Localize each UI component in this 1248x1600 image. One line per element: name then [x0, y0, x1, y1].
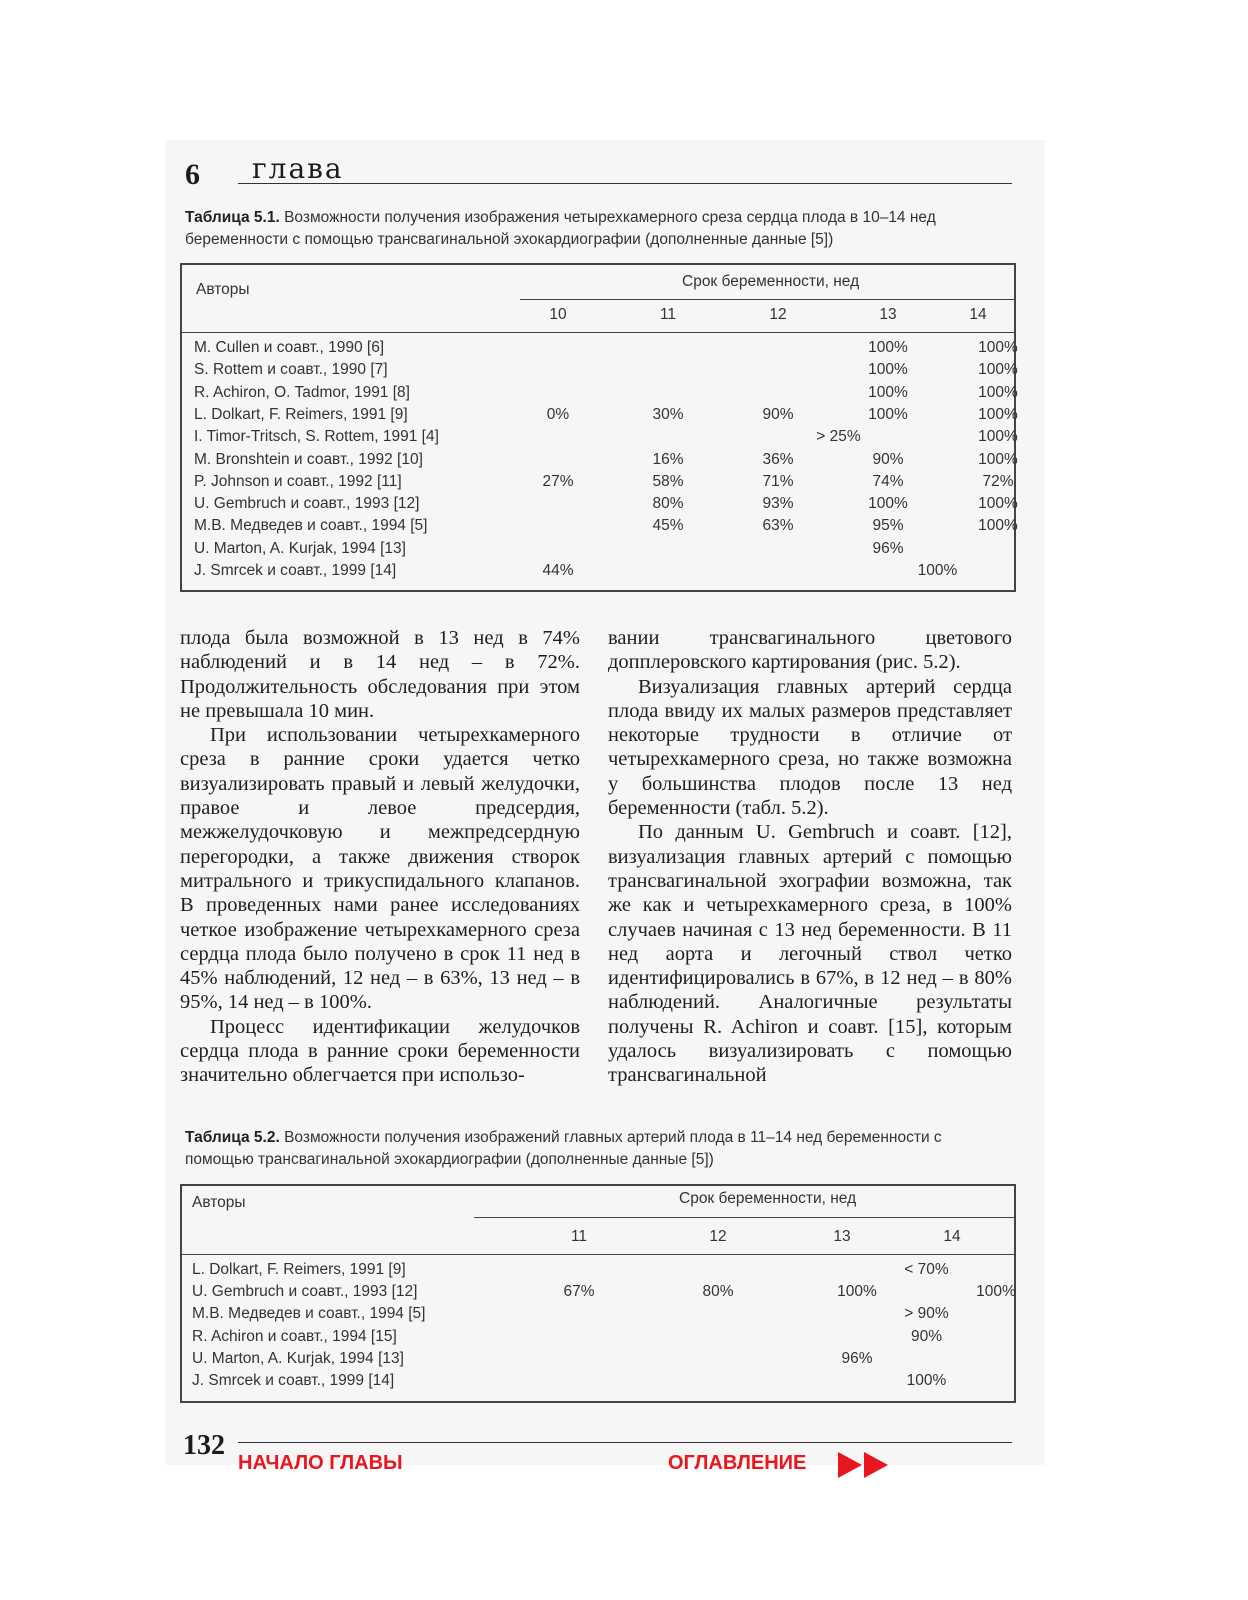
- table1-header-rule: [182, 332, 1014, 333]
- table2-caption-line2: помощью трансвагинальной эхокардиографии (дополненные данные [5]): [185, 1151, 714, 1168]
- table1-caption-label: Таблица 5.1.: [185, 209, 280, 226]
- table1-caption-line1: Возможности получения изображения четырехкамерного среза сердца плода в 10–14 нед: [284, 209, 936, 226]
- table1-cell-value: 36%: [762, 450, 794, 468]
- table2-row-author: U. Gembruch и соавт., 1993 [12]: [192, 1283, 418, 1301]
- table1-cell-value: 0%: [546, 405, 570, 423]
- table1-cell-value: 30%: [652, 405, 684, 423]
- table1-cell-value: 100%: [868, 405, 908, 423]
- table1-cell-value: 16%: [652, 450, 684, 468]
- table1-cell-value: 72%: [982, 472, 1014, 490]
- body-column-right: [608, 626, 1012, 1088]
- footer-rule: [238, 1442, 1012, 1443]
- table1-cell-value: > 25%: [816, 428, 861, 446]
- table2-header-rule: [182, 1254, 1014, 1255]
- table2-cell-value: < 70%: [904, 1261, 949, 1278]
- table1-cell-value: 63%: [762, 517, 794, 535]
- table2-subheader-rule: [474, 1217, 1014, 1218]
- table1-group-header: Срок беременности, нед: [682, 273, 860, 290]
- table1-cell-value: 100%: [917, 562, 958, 579]
- table1-row-author: M. Bronshtein и соавт., 1992 [10]: [194, 450, 423, 468]
- table1-cell-value: 45%: [652, 517, 684, 535]
- table1-row-author: P. Johnson и соавт., 1992 [11]: [194, 472, 402, 490]
- paragraph: По данным U. Gembruch и соавт. [12], визуализация главных артерий с помощью трансвагинальной эхографии возможна, так же как и четырехкамерного среза, в 100% случаев начиная с 13 нед беременности. В 11 нед аорта и легочный ствол четко идентифицировались в 67%, в 12 нед – в 80% наблюдений. Аналогичные результаты получены R. Achiron и соавт. [15], которым удалось визуализировать с помощью трансвагинальной: [608, 821, 1012, 1087]
- table2-col-header: 14: [943, 1228, 961, 1245]
- table2-cell-value: 100%: [976, 1283, 1016, 1301]
- table1-cell-value: 90%: [762, 405, 794, 423]
- table1-col-header: 14: [969, 306, 987, 323]
- table1-row-author: M.B. Медведев и соавт., 1994 [5]: [194, 517, 428, 535]
- table2-cell-value: 90%: [910, 1327, 943, 1345]
- table2-cell-value: 100%: [906, 1372, 947, 1389]
- table1-cell-value: 100%: [868, 383, 908, 401]
- table1-cell-value: 44%: [542, 562, 574, 579]
- table1-cell-value: 95%: [872, 517, 904, 535]
- double-arrow-right-icon[interactable]: [838, 1450, 892, 1480]
- table2-cell-value: 100%: [837, 1283, 877, 1301]
- table1-cell-value: 100%: [978, 495, 1018, 513]
- header-rule: [238, 183, 1012, 184]
- table1-row-author: J. Smrcek и соавт., 1999 [14]: [194, 562, 397, 579]
- table1-cell-value: 100%: [868, 361, 908, 379]
- table1-cell-value: 100%: [978, 450, 1018, 468]
- table1-row-author: M. Cullen и соавт., 1990 [6]: [194, 339, 385, 356]
- chapter-title: глава: [252, 152, 344, 185]
- table1-row-author: S. Rottem и соавт., 1990 [7]: [194, 361, 388, 379]
- table2-col-header: 12: [709, 1228, 727, 1245]
- paragraph: вании трансвагинального цветового допплеровского картирования (рис. 5.2).: [608, 627, 1012, 674]
- table1-cell-value: 74%: [872, 472, 904, 490]
- table1-cell-value: 100%: [978, 428, 1018, 446]
- paragraph: плода была возможной в 13 нед в 74% наблюдений и в 14 нед – в 72%. Продолжительность обследования при этом не превышала 10 мин.: [180, 627, 580, 722]
- table2-group-header: Срок беременности, нед: [679, 1190, 857, 1207]
- table1-subheader-rule: [520, 299, 1014, 300]
- table2-row-author: M.B. Медведев и соавт., 1994 [5]: [192, 1305, 426, 1323]
- table1-col-header: 13: [879, 306, 897, 323]
- table2-cell-value: > 90%: [904, 1305, 949, 1323]
- table2-row-author: L. Dolkart, F. Reimers, 1991 [9]: [192, 1261, 406, 1278]
- table1-row-author: L. Dolkart, F. Reimers, 1991 [9]: [194, 405, 408, 423]
- body-column-left: [180, 626, 580, 1088]
- chapter-number: 6: [185, 158, 200, 191]
- table1-cell-value: 100%: [868, 339, 908, 356]
- table1-cell-value: 100%: [868, 495, 908, 513]
- table2-row-author: R. Achiron и соавт., 1994 [15]: [192, 1327, 397, 1345]
- table1-cell-value: 100%: [978, 361, 1018, 379]
- table1-cell-value: 27%: [542, 472, 574, 490]
- table1-row-author: U. Gembruch и соавт., 1993 [12]: [194, 495, 420, 513]
- table2-caption-label: Таблица 5.2.: [185, 1129, 280, 1146]
- table-1: [180, 263, 1016, 592]
- table1-cell-value: 100%: [978, 405, 1018, 423]
- table2-row-author: J. Smrcek и соавт., 1999 [14]: [192, 1372, 395, 1389]
- table2-cell-value: 67%: [563, 1283, 595, 1301]
- table1-authors-header: Авторы: [196, 281, 250, 298]
- table1-cell-value: 96%: [872, 539, 904, 557]
- table1-row-author: U. Marton, A. Kurjak, 1994 [13]: [194, 539, 406, 557]
- table2-col-header: 11: [570, 1228, 588, 1245]
- table2-row-author: U. Marton, A. Kurjak, 1994 [13]: [192, 1349, 404, 1367]
- table2-cell-value: 96%: [841, 1349, 873, 1367]
- table1-cell-value: 80%: [652, 495, 684, 513]
- table1-caption: [185, 207, 936, 251]
- paragraph: При использовании четырехкамерного среза в ранние сроки удается четко визуализировать правый и левый желудочки, правое и левое предсердия, межжелудочковую и межпредсердную перегородки, а также движения створок митрального и трикуспидального клапанов. В проведенных нами ранее исследованиях четкое изображение четырехкамерного среза сердца плода было получено в срок 11 нед в 45% наблюдений, 12 нед – в 63%, 13 нед – в 95%, 14 нед – в 100%.: [180, 724, 580, 1014]
- table1-cell-value: 100%: [978, 517, 1018, 535]
- table2-cell-value: 80%: [702, 1283, 734, 1301]
- table1-cell-value: 90%: [872, 450, 904, 468]
- page-number: 132: [183, 1430, 225, 1461]
- table1-cell-value: 100%: [978, 339, 1018, 356]
- toc-link[interactable]: ОГЛАВЛЕНИЕ: [668, 1452, 807, 1474]
- table1-cell-value: 58%: [652, 472, 684, 490]
- table-2: [180, 1184, 1016, 1403]
- table1-cell-value: 93%: [762, 495, 794, 513]
- table1-cell-value: 100%: [978, 383, 1018, 401]
- table1-col-header: 10: [549, 306, 567, 323]
- table1-col-header: 12: [769, 306, 787, 323]
- table1-row-author: R. Achiron, O. Tadmor, 1991 [8]: [194, 383, 410, 401]
- table1-col-header: 11: [659, 306, 677, 323]
- table2-authors-header: Авторы: [192, 1194, 246, 1211]
- paragraph: Процесс идентификации желудочков сердца плода в ранние сроки беременности значительно облегчается при использо-: [180, 1015, 580, 1087]
- paragraph: Визуализация главных артерий сердца плода ввиду их малых размеров представляет некоторые трудности в отличие от четырехкамерного среза, но также возможна у большинства плодов после 13 нед беременности (табл. 5.2).: [608, 675, 1012, 820]
- table2-caption: [185, 1127, 942, 1171]
- table1-row-author: I. Timor-Tritsch, S. Rottem, 1991 [4]: [194, 428, 439, 446]
- table1-cell-value: 71%: [762, 472, 794, 490]
- table1-caption-line2: беременности с помощью трансвагинальной эхокардиографии (дополненные данные [5]): [185, 231, 834, 248]
- table2-caption-line1: Возможности получения изображений главных артерий плода в 11–14 нед беременности с: [284, 1129, 942, 1146]
- table2-col-header: 13: [833, 1228, 851, 1245]
- chapter-start-link[interactable]: НАЧАЛО ГЛАВЫ: [238, 1452, 403, 1474]
